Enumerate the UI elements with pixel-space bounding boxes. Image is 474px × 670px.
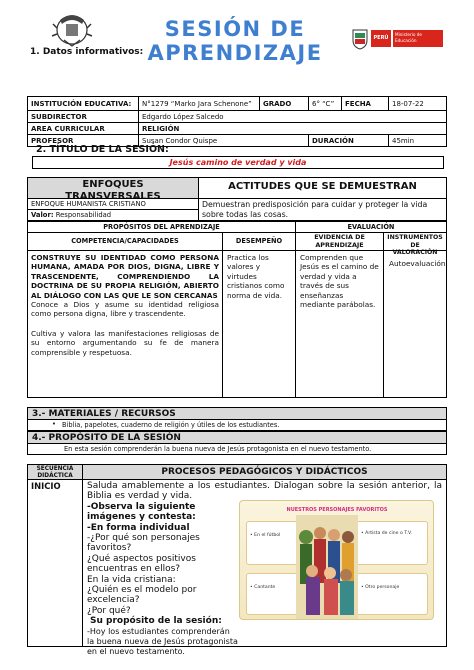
- fecha-label: FECHA: [341, 96, 389, 111]
- label-cantante: • Cantante: [250, 585, 276, 590]
- valor-label: Valor:: [31, 211, 54, 219]
- materiales-heading: 3.- MATERIALES / RECURSOS: [27, 407, 447, 420]
- evaluacion-header: EVALUACIÓN: [295, 221, 447, 233]
- frame-futbol: [246, 521, 298, 565]
- materiales-item: [27, 419, 447, 431]
- session-title: Jesús camino de verdad y vida: [32, 156, 444, 169]
- frame-cantante: [246, 573, 298, 615]
- label-otro: • Otro personaje: [361, 585, 400, 590]
- label-futbol-text: En el fútbol: [254, 533, 281, 538]
- enfoques-header: [27, 177, 199, 202]
- frame-artista: [356, 521, 428, 565]
- label-artista-text: Artista de cine o T.V.: [365, 531, 412, 536]
- inicio-line-2: -Observa la siguiente imágenes y contesta:: [87, 501, 196, 523]
- area-value: RELIGIÓN: [138, 122, 447, 135]
- col-evidencia: EVIDENCIA DE APRENDIZAJE: [295, 232, 384, 251]
- inicio-line-6: En la vida cristiana:: [87, 574, 176, 585]
- actitudes-header-text: ACTITUDES QUE SE DEMUESTRAN: [228, 181, 417, 192]
- inicio-line-8: ¿Por qué?: [87, 605, 131, 616]
- subdirector-label: SUBDIRECTOR: [27, 110, 139, 123]
- label-artista: • Artista de cine o T.V.: [361, 531, 412, 536]
- ministry-logo: [351, 28, 443, 50]
- evidencia-cell: Comprenden que Jesús es el camino de verdad y vida a través de sus enseñanzas mediante parábolas.: [295, 250, 384, 398]
- inicio-line-1: Saluda amablemente a los estudiantes. Dialogan sobre la sesión anterior, la Biblia es verdad y vida.: [87, 481, 442, 502]
- illustration-banner: NUESTROS PERSONAJES FAVORITOS: [286, 507, 388, 513]
- enfoques-header-text: ENFOQUES TRANSVERSALES: [65, 179, 161, 202]
- capacidad-2: Cultiva y valora las manifestaciones religiosas de su entorno argumentando su fe de manera comprensible y respetuosa.: [31, 328, 219, 357]
- institucion-value: N°1279 “Marko Jara Schenone”: [138, 96, 260, 111]
- fecha-value: 18-07-22: [388, 96, 447, 111]
- document-title: [137, 17, 333, 65]
- inicio-line-3: -En forma individual: [87, 522, 190, 533]
- school-crest-icon: [52, 10, 92, 48]
- frame-otro: [356, 573, 428, 615]
- ministry-country: PERÚ: [371, 30, 391, 47]
- datos-informativos-label: 1. Datos informativos:: [30, 47, 144, 57]
- profesor-label: PROFESOR: [27, 134, 139, 147]
- ministry-name: Ministerio de Educación: [393, 30, 443, 47]
- col-desempeno: DESEMPEÑO: [222, 232, 296, 251]
- materiales-text: Biblia, papelotes, cuaderno de religión y útiles de los estudiantes.: [62, 421, 280, 429]
- competencia-cell: [27, 250, 223, 398]
- secuencia-header: SECUENCIA DIDÁCTICA: [27, 464, 83, 480]
- capacidad-1: Conoce a Dios y asume su identidad religiosa como persona digna, libre y trascendente.: [31, 300, 219, 319]
- characters-group-icon: [296, 515, 358, 619]
- label-otro-text: Otro personaje: [365, 585, 400, 590]
- label-futbol: • En el fútbol: [250, 533, 281, 538]
- proposito-sesion-text: En esta sesión comprenderán la buena nueva de Jesús protagonista en el nuevo testamento.: [27, 443, 447, 455]
- propositos-header: PROPÓSITOS DEL APRENDIZAJE: [27, 221, 296, 233]
- bullet-icon: •: [52, 420, 56, 428]
- title-line-2: APRENDIZAJE: [147, 41, 323, 65]
- duracion-label: DURACIÓN: [308, 134, 389, 147]
- national-shield-icon: [351, 28, 369, 50]
- instrumentos-cell: Autoevaluación: [383, 250, 447, 398]
- valor-row: [27, 209, 199, 221]
- favorite-characters-illustration: [239, 500, 434, 620]
- duracion-value: 45min: [388, 134, 447, 147]
- inicio-line-9: Su propósito de la sesión:: [90, 616, 222, 627]
- col-competencia: COMPETENCIA/CAPACIDADES: [27, 232, 223, 251]
- proposito-sesion-heading: 4.- PROPÓSITO DE LA SESIÓN: [27, 431, 447, 444]
- institucion-label: INSTITUCIÓN EDUCATIVA:: [27, 96, 139, 111]
- title-line-1: SESIÓN DE: [164, 17, 306, 41]
- actitudes-header: [198, 177, 447, 199]
- procesos-header: PROCESOS PEDAGÓGICOS Y DIDÁCTICOS: [82, 464, 447, 480]
- inicio-line-10: -Hoy los estudiantes comprenderán la buena nueva de Jesús protagonista en el nuevo testamento.: [87, 626, 238, 656]
- actitudes-text: Demuestran predisposición para cuidar y proteger la vida sobre todas las cosas.: [198, 198, 447, 221]
- desempeno-cell: Practica los valores y virtudes cristianos como norma de vida.: [222, 250, 296, 398]
- competencia-title: CONSTRUYE SU IDENTIDAD COMO PERSONA HUMANA, AMADA POR DIOS, DIGNA, LIBRE Y TRASCENDENTE, COMPRENDIENDO LA DOCTRINA DE SU PROPIA RELIGIÓN, ABIERTO AL DIÁLOGO CON LAS QUE LE SON CERCANAS: [31, 253, 219, 300]
- col-instrumentos: INSTRUMENTOS DE VALORACIÓN: [383, 232, 447, 251]
- inicio-stage: INICIO: [27, 479, 83, 647]
- label-cantante-text: Cantante: [254, 585, 276, 590]
- grado-value: 6° “C”: [308, 96, 342, 111]
- profesor-value: Susan Condor Quispe: [138, 134, 309, 147]
- valor-value: Responsabilidad: [53, 211, 112, 219]
- enfoque-humanista: ENFOQUE HUMANISTA CRISTIANO: [27, 198, 199, 210]
- inicio-line-4: -¿Por qué son personajes favoritos?: [87, 533, 200, 554]
- inicio-line-5: ¿Qué aspectos positivos encuentras en ellos?: [87, 553, 196, 575]
- inicio-line-7: ¿Quién es el modelo por excelencia?: [87, 585, 197, 606]
- titulo-heading: 2. TÍTULO DE LA SESIÓN:: [36, 144, 169, 155]
- subdirector-value: Edgardo López Salcedo: [138, 110, 447, 123]
- area-label: AREA CURRICULAR: [27, 122, 139, 135]
- grado-label: GRADO: [259, 96, 309, 111]
